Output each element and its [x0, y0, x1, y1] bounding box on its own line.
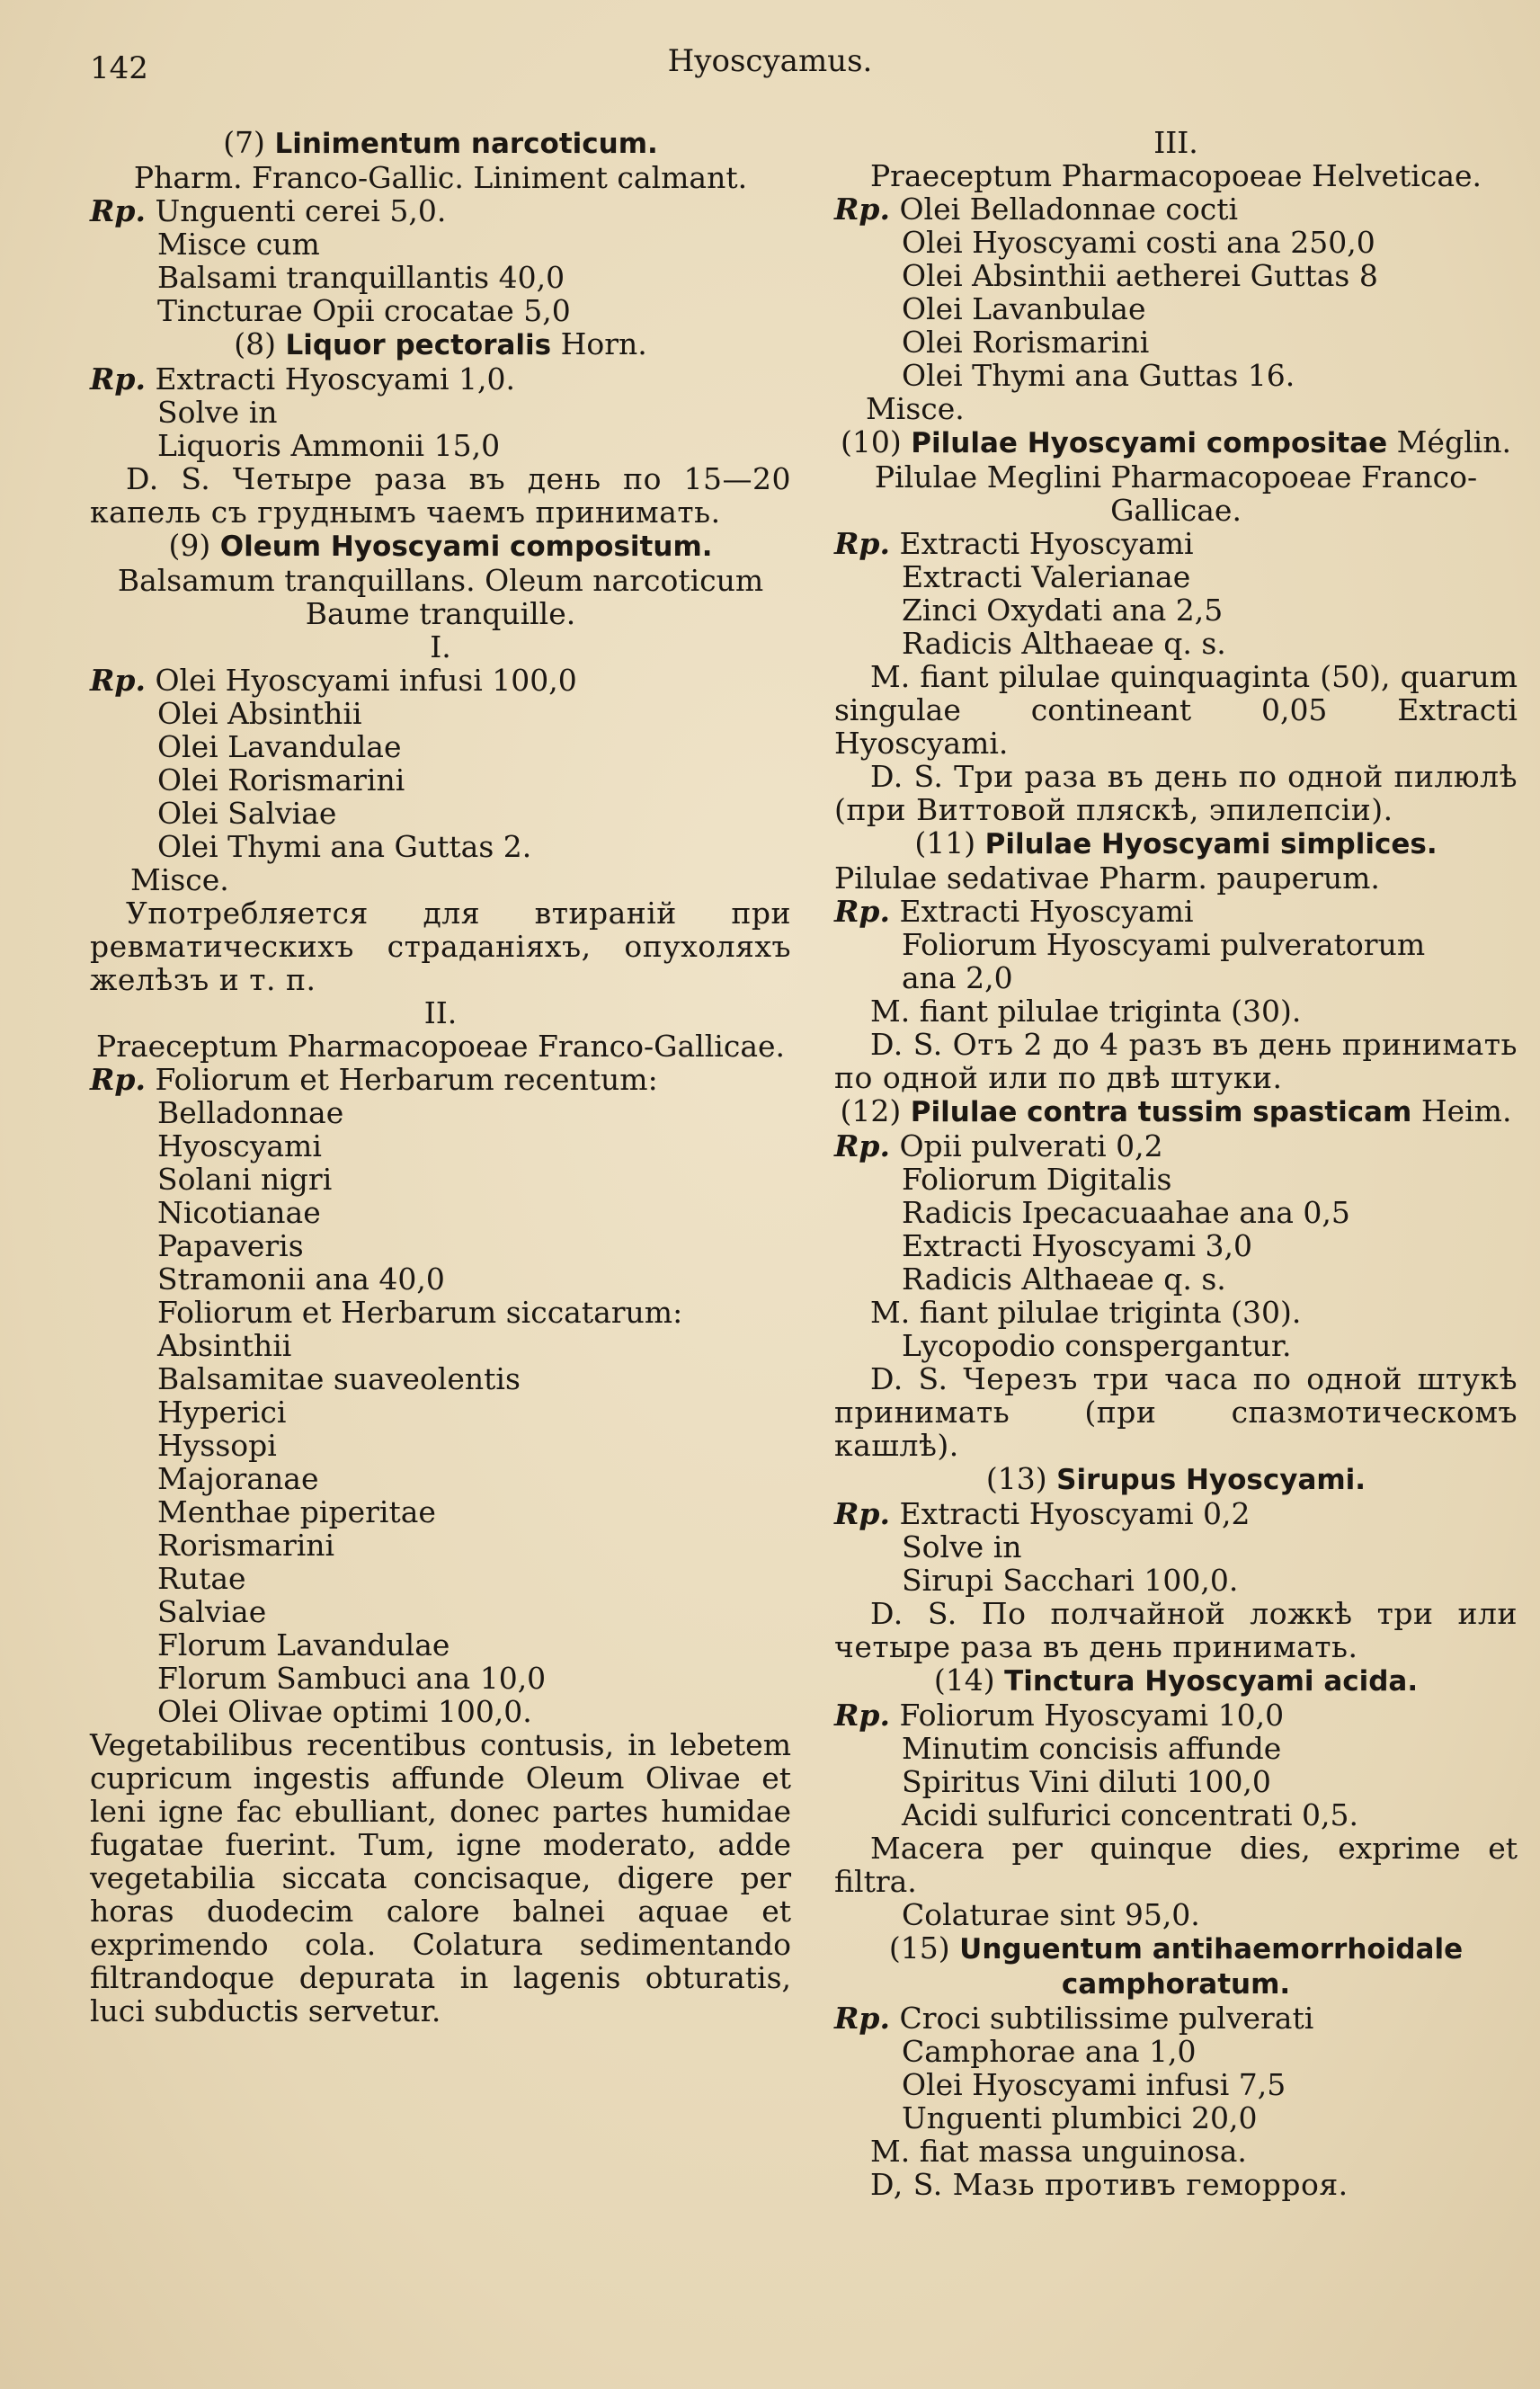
ingredient-line: Minutim concisis affunde [902, 1731, 1282, 1766]
ingredient-line: Rorismarini [157, 1528, 335, 1563]
recipe-heading: (14) Tinctura Hyoscyami acida. [933, 1662, 1419, 1698]
roman-numeral: II. [423, 995, 458, 1030]
recipe-11 [834, 826, 1518, 1094]
prescription-line: Rp. Olei Hyoscyami infusi 100,0 [90, 663, 577, 698]
recipe-heading: (7) Linimentum narcoticum. [223, 125, 658, 160]
ingredient-line: Majoranae [157, 1461, 319, 1496]
dosage-instruction: D. S. По полчайной ложкѣ три или четыре раза въ день принимать. [834, 1596, 1518, 1664]
ingredient-line: Olei Absinthii aetherei Guttas 8 [902, 258, 1378, 293]
ingredient-line: Unguenti plumbici 20,0 [902, 2100, 1258, 2135]
running-title: Hyoscyamus. [667, 43, 873, 79]
ingredient-line: Olei Olivae optimi 100,0. [157, 1694, 532, 1729]
recipe-heading: (15) Unguentum antihaemorrhoidale camphoratum. [888, 1930, 1464, 2001]
recipe-subtitle: Pilulae Meglini Pharmacopoeae Franco-Gallicae. [874, 459, 1478, 528]
ingredient-line: Tincturae Opii crocatae 5,0 [157, 293, 571, 328]
ingredient-line: Solve in [157, 395, 278, 430]
mixing-instruction: M. fiant pilulae triginta (30). [870, 994, 1302, 1029]
recipe-9-iii [834, 126, 1518, 425]
ingredient-line: Olei Rorismarini [902, 325, 1150, 360]
misce-line: Misce. [130, 862, 229, 897]
ingredient-line: Olei Thymi ana Guttas 16. [902, 358, 1295, 393]
ingredient-line: Liquoris Ammonii 15,0 [157, 428, 501, 463]
ingredient-line: Olei Lavandulae [157, 729, 402, 764]
ingredient-line: Hyoscyami [157, 1128, 322, 1163]
ingredient-line: Menthae piperitae [157, 1494, 436, 1529]
ingredient-line: Olei Rorismarini [157, 762, 405, 798]
ingredient-line: Solani nigri [157, 1162, 333, 1197]
recipe-heading: (11) Pilulae Hyoscyami simplices. [914, 825, 1438, 860]
mixing-instruction: Lycopodio conspergantur. [902, 1328, 1292, 1363]
ingredient-line: Camphorae ana 1,0 [902, 2034, 1197, 2069]
right-column [834, 126, 1518, 2201]
prescription-line: Rp. Foliorum et Herbarum recentum: [90, 1062, 658, 1097]
ingredient-line: ana 2,0 [902, 960, 1013, 995]
recipe-subtitle: Pharm. Franco-Gallic. Liniment calmant. [133, 160, 748, 195]
ingredient-line: Misce cum [157, 227, 320, 262]
recipe-7 [90, 126, 791, 327]
recipe-heading: (9) Oleum Hyoscyami compositum. [168, 528, 713, 563]
recipe-subtitle: Balsamum tranquillans. Oleum narcoticum Baume tranquille. [117, 563, 764, 631]
page-header [90, 34, 1450, 97]
roman-numeral: I. [430, 629, 451, 664]
ingredient-line: Foliorum Digitalis [902, 1162, 1172, 1197]
ingredient-line: Olei Thymi ana Guttas 2. [157, 829, 532, 864]
recipe-10 [834, 425, 1518, 826]
ingredient-line: Olei Hyoscyami costi ana 250,0 [902, 225, 1375, 260]
recipe-14 [834, 1663, 1518, 1931]
page-number: 142 [90, 50, 148, 86]
prescription-line: Rp. Extracti Hyoscyami [834, 894, 1194, 929]
ingredient-line: Olei Absinthii [157, 696, 362, 731]
dosage-instruction: D. S. Три раза въ день по одной пилюлѣ (при Виттовой пляскѣ, эпилепсіи). [834, 759, 1518, 827]
prescription-line: Rp. Opii pulverati 0,2 [834, 1128, 1163, 1163]
ingredient-line: Radicis Althaeae q. s. [902, 626, 1226, 661]
ingredient-line: Salviae [157, 1594, 267, 1629]
ingredient-line: Extracti Hyoscyami 3,0 [902, 1228, 1253, 1263]
ingredient-line: Olei Hyoscyami infusi 7,5 [902, 2067, 1286, 2102]
ingredient-line: Olei Lavanbulae [902, 291, 1146, 326]
usage-note: Употребляется для втираній при ревматическихъ страданіяхъ, опухоляхъ желѣзъ и т. п. [90, 896, 791, 997]
mixing-instruction: M. fiant pilulae triginta (30). [870, 1295, 1302, 1330]
dosage-instruction: D. S. Четыре раза въ день по 15—20 капель съ груднымъ чаемъ принимать. [90, 461, 791, 530]
recipe-heading: (8) Liquor pectoralis Horn. [234, 326, 647, 361]
roman-numeral: III. [1153, 125, 1198, 160]
dosage-instruction: D, S. Мазь противъ геморроя. [870, 2167, 1349, 2202]
ingredient-line: Balsami tranquillantis 40,0 [157, 260, 565, 295]
herb-list [90, 1096, 791, 1728]
ingredient-line: Radicis Althaeae q. s. [902, 1261, 1226, 1297]
recipe-8 [90, 327, 791, 529]
ingredient-line: Nicotianae [157, 1195, 321, 1230]
ingredient-line: Sirupi Sacchari 100,0. [902, 1563, 1239, 1598]
prescription-line: Rp. Foliorum Hyoscyami 10,0 [834, 1698, 1285, 1733]
ingredient-line: Hyperici [157, 1395, 287, 1430]
dosage-instruction: D. S. Отъ 2 до 4 разъ въ день принимать по одной или по двѣ штуки. [834, 1027, 1518, 1095]
recipe-9 [90, 529, 791, 2028]
ingredient-line: Papaveris [157, 1228, 304, 1263]
mixing-instruction: M. fiat massa unguinosa. [870, 2134, 1247, 2169]
ingredient-line: Rutae [157, 1561, 246, 1596]
recipe-13 [834, 1462, 1518, 1663]
prescription-line: Rp. Croci subtilissime pulverati [834, 2001, 1314, 2036]
praeceptum-line: Praeceptum Pharmacopoeae Helveticae. [869, 158, 1482, 193]
ingredient-line: Acidi sulfurici concentrati 0,5. [902, 1797, 1358, 1832]
misce-line: Misce. [866, 391, 965, 426]
recipe-heading: (12) Pilulae contra tussim spasticam Heim. [840, 1093, 1512, 1128]
colature-line: Colaturae sint 95,0. [902, 1897, 1200, 1932]
ingredient-line: Balsamitae suaveolentis [157, 1361, 521, 1396]
ingredient-line: Extracti Valerianae [902, 559, 1191, 594]
prescription-line: Rp. Extracti Hyoscyami 1,0. [90, 361, 516, 397]
ingredient-line: Stramonii ana 40,0 [157, 1261, 445, 1297]
ingredient-line: Foliorum Hyoscyami pulveratorum [902, 927, 1426, 962]
recipe-15 [834, 1931, 1518, 2201]
ingredient-line: Solve in [902, 1529, 1022, 1564]
prescription-line: Rp. Extracti Hyoscyami [834, 526, 1194, 561]
prescription-line: Rp. Unguenti cerei 5,0. [90, 193, 447, 228]
ingredient-line: Spiritus Vini diluti 100,0 [902, 1764, 1271, 1799]
maceration-instruction: Macera per quinque dies, exprime et filtra. [834, 1831, 1518, 1899]
ingredient-line: Radicis Ipecacuaahae ana 0,5 [902, 1195, 1350, 1230]
ingredient-line: Florum Lavandulae [157, 1627, 450, 1662]
preparation-paragraph: Vegetabilibus recentibus contusis, in lebetem cupricum ingestis affunde Oleum Olivae et leni igne fac ebulliant, donec partes humidae fugatae fuerint. Tum, igne moderato, adde vegetabilia siccata concisaque, digere per horas duodecim calore balnei aquae et exprimendo cola. Colatura sedimentando filtrandoque depurata in lagenis obturatis, luci subductis servetur. [90, 1727, 791, 2028]
dosage-instruction: D. S. Черезъ три часа по одной штукѣ принимать (при спазмотическомъ кашлѣ). [834, 1361, 1518, 1463]
left-column [90, 126, 791, 2028]
ingredient-line: Zinci Oxydati ana 2,5 [902, 593, 1224, 628]
recipe-12 [834, 1094, 1518, 1462]
prescription-line: Rp. Extracti Hyoscyami 0,2 [834, 1496, 1251, 1531]
praeceptum-line: Praeceptum Pharmacopoeae Franco-Gallicae. [95, 1029, 786, 1064]
ingredient-line: Hyssopi [157, 1428, 277, 1463]
prescription-line: Rp. Olei Belladonnae cocti [834, 192, 1239, 227]
recipe-subtitle: Pilulae sedativae Pharm. pauperum. [834, 860, 1380, 896]
ingredient-line: Foliorum et Herbarum siccatarum: [157, 1295, 683, 1330]
ingredient-line: Florum Sambuci ana 10,0 [157, 1661, 547, 1696]
ingredient-line: Belladonnae [157, 1095, 344, 1130]
mixing-instruction: M. fiant pilulae quinquaginta (50), quarum singulae contineant 0,05 Extracti Hyoscyami. [834, 659, 1518, 761]
recipe-heading: (10) Pilulae Hyoscyami compositae Méglin. [841, 424, 1511, 459]
recipe-heading: (13) Sirupus Hyoscyami. [985, 1461, 1366, 1496]
ingredient-line: Olei Salviae [157, 796, 337, 831]
ingredient-line: Absinthii [157, 1328, 292, 1363]
